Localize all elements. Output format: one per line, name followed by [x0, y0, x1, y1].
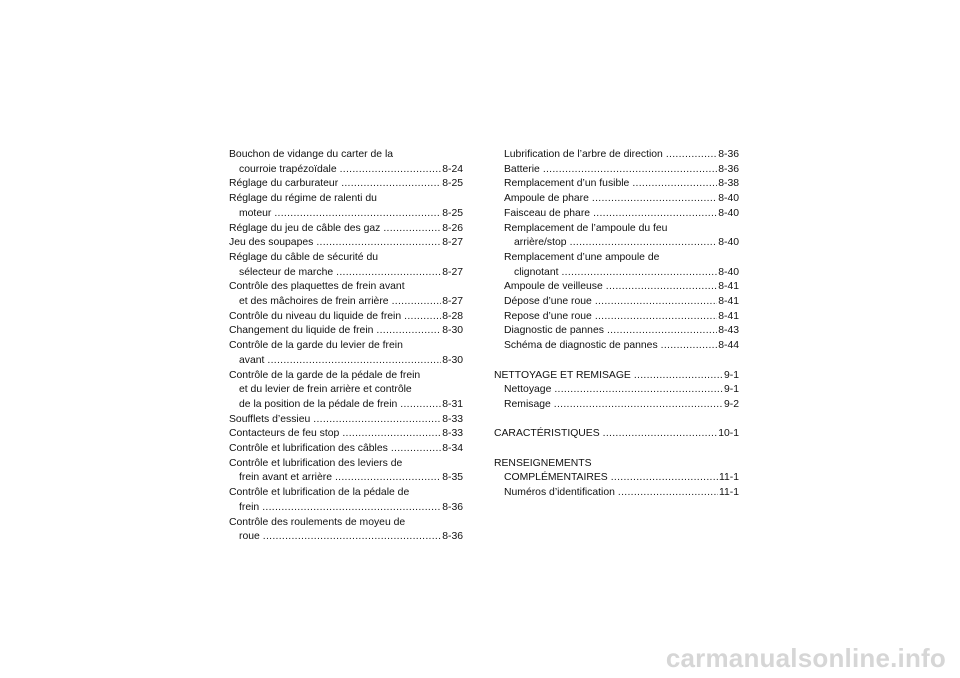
toc-entry-title: Contrôle de la garde de la pédale de frein: [229, 369, 421, 381]
toc-entry-title: Réglage du câble de sécurité du: [229, 251, 379, 263]
toc-page-number: 8-40: [718, 207, 739, 219]
toc-entry-title: Contrôle et lubrification des câbles: [229, 443, 388, 455]
toc-entry-title: Contrôle et lubrification des leviers de: [229, 457, 403, 469]
toc-entry-title: Numéros d’identification: [504, 487, 615, 499]
section-spacer: [494, 413, 739, 428]
toc-entry-title: Lubrification de l’arbre de direction: [504, 149, 663, 160]
dot-leader: [400, 398, 441, 413]
dot-leader: [316, 236, 441, 251]
toc-page-number: 8-33: [442, 413, 463, 425]
toc-entry-title: Remplacement de l’ampoule du feu: [504, 222, 668, 234]
toc-entry-title: Contrôle du niveau du liquide de frein: [229, 310, 402, 322]
dot-leader: [313, 413, 441, 428]
toc-entry[interactable]: [229, 192, 463, 221]
dot-leader: [267, 354, 441, 369]
toc-entry-title: Réglage du jeu de câble des gaz: [229, 222, 381, 234]
toc-entry[interactable]: [494, 177, 739, 192]
toc-page-number: 8-24: [442, 163, 463, 175]
toc-entry-title: Contrôle des plaquettes de frein avant: [229, 281, 405, 293]
section-spacer: [494, 354, 739, 369]
toc-entry[interactable]: [229, 369, 463, 413]
dot-leader: [593, 207, 717, 222]
toc-entry[interactable]: [494, 383, 739, 398]
toc-entry[interactable]: [494, 148, 739, 163]
dot-leader: [666, 148, 717, 163]
toc-entry[interactable]: [229, 251, 463, 280]
toc-page-number: 8-27: [442, 266, 463, 278]
toc-entry-title: de la position de la pédale de frein: [239, 398, 398, 410]
dot-leader: [603, 427, 718, 442]
toc-entry-title: Dépose d’une roue: [504, 296, 592, 308]
toc-page-number: 8-36: [442, 531, 463, 543]
dot-leader: [342, 427, 441, 442]
section-spacer: [494, 442, 739, 457]
toc-entry[interactable]: [229, 310, 463, 325]
toc-entry-title: courroie trapézoïdale: [239, 163, 337, 175]
toc-page-number: 9-1: [723, 384, 739, 396]
toc-entry[interactable]: [229, 427, 463, 442]
toc-page-number: 8-26: [442, 222, 463, 234]
toc-entry[interactable]: [494, 310, 739, 325]
dot-leader: [554, 383, 723, 398]
toc-page-number: 8-27: [442, 296, 463, 308]
toc-page-number: 8-30: [442, 325, 463, 337]
dot-leader: [391, 442, 441, 457]
dot-leader: [404, 310, 441, 325]
watermark-text: carmanualsonline.info: [665, 643, 946, 673]
toc-page-number: 8-40: [718, 193, 739, 205]
toc-entry-title: Faisceau de phare: [504, 207, 591, 219]
toc-page-number: 9-1: [723, 369, 739, 381]
toc-entry-title: et du levier de frein arrière et contrôle: [239, 384, 412, 396]
toc-entry-title: arrière/stop: [514, 237, 567, 249]
toc-entry-title: Contrôle des roulements de moyeu de: [229, 516, 406, 528]
toc-entry[interactable]: [494, 163, 739, 178]
dot-leader: [561, 266, 717, 281]
toc-entry-title: roue: [239, 531, 260, 543]
toc-page-number: 9-2: [723, 398, 739, 410]
toc-page-number: 8-36: [442, 501, 463, 513]
dot-leader: [592, 192, 717, 207]
toc-page-number: 8-41: [718, 281, 739, 293]
toc-entry-title: Batterie: [504, 163, 540, 175]
toc-page-number: 8-28: [442, 310, 463, 322]
toc-entry-title: Repose d’une roue: [504, 310, 592, 322]
toc-entry[interactable]: [229, 280, 463, 309]
toc-page-number: 8-38: [718, 178, 739, 190]
toc-entry-title: et des mâchoires de frein arrière: [239, 296, 389, 308]
toc-entry[interactable]: [229, 339, 463, 368]
toc-page-number: 11-1: [718, 472, 739, 484]
toc-entry-title: Jeu des soupapes: [229, 237, 314, 249]
toc-page-number: 8-33: [442, 428, 463, 440]
toc-entry-title: Remplacement d’un fusible: [504, 178, 630, 190]
dot-leader: [595, 295, 717, 310]
dot-leader: [611, 471, 718, 486]
toc-entry-title: CARACTÉRISTIQUES: [494, 428, 600, 440]
toc-page-number: 8-34: [442, 443, 463, 455]
toc-entry-title: Ampoule de veilleuse: [504, 281, 603, 293]
toc-entry-title: sélecteur de marche: [239, 266, 334, 278]
toc-entry-title: Remplacement d’une ampoule de: [504, 251, 660, 263]
dot-leader: [543, 163, 717, 178]
toc-entry-title: Ampoule de phare: [504, 193, 589, 205]
toc-entry-title: Soufflets d’essieu: [229, 413, 311, 425]
dot-leader: [340, 163, 442, 178]
dot-leader: [607, 324, 717, 339]
dot-leader: [263, 530, 441, 545]
toc-page-number: 8-40: [718, 266, 739, 278]
toc-entry-title: Changement du liquide de frein: [229, 325, 374, 337]
dot-leader: [383, 222, 441, 237]
toc-entry[interactable]: [229, 177, 463, 192]
toc-page-number: 8-30: [442, 354, 463, 366]
toc-entry[interactable]: [229, 442, 463, 457]
toc-entry[interactable]: [494, 339, 739, 354]
toc-entry-title: avant: [239, 354, 265, 366]
toc-entry[interactable]: [229, 236, 463, 251]
dot-leader: [341, 177, 441, 192]
toc-entry[interactable]: [494, 280, 739, 295]
toc-entry-title: Schéma de diagnostic de pannes: [504, 340, 658, 352]
toc-page-number: 8-44: [718, 340, 739, 352]
toc-entry-title: clignotant: [514, 266, 559, 278]
toc-entry-title: frein: [239, 501, 260, 513]
toc-entry-title: COMPLÉMENTAIRES: [504, 472, 608, 484]
toc-entry[interactable]: [229, 413, 463, 428]
toc-page-number: 8-41: [718, 310, 739, 322]
toc-entry-title: Contacteurs de feu stop: [229, 428, 340, 440]
toc-page-number: 8-36: [718, 149, 739, 160]
toc-entry[interactable]: [494, 398, 739, 413]
toc-entry[interactable]: [494, 295, 739, 310]
dot-leader: [634, 369, 723, 384]
dot-leader: [632, 177, 717, 192]
toc-entry[interactable]: [494, 457, 739, 486]
toc-entry[interactable]: [494, 251, 739, 280]
dot-leader: [335, 471, 441, 486]
toc-page-number: 8-31: [442, 398, 463, 410]
dot-leader: [376, 324, 441, 339]
toc-entry-title: NETTOYAGE ET REMISAGE: [494, 369, 631, 381]
toc-page-number: 8-40: [718, 237, 739, 249]
toc-page-number: 8-43: [718, 325, 739, 337]
toc-entry-title: Bouchon de vidange du carter de la: [229, 149, 394, 160]
toc-entry-title: Réglage du carburateur: [229, 178, 339, 190]
dot-leader: [336, 266, 441, 281]
toc-entry[interactable]: [494, 427, 739, 442]
toc-entry[interactable]: [494, 222, 739, 251]
toc-page-number: 8-27: [442, 237, 463, 249]
toc-page-number: 8-36: [718, 163, 739, 175]
toc-entry-title: Nettoyage: [504, 384, 552, 396]
dot-leader: [595, 310, 717, 325]
toc-entry[interactable]: [229, 324, 463, 339]
toc-page-number: 11-1: [718, 487, 739, 499]
toc-entry-title: Diagnostic de pannes: [504, 325, 604, 337]
toc-entry-title: RENSEIGNEMENTS: [494, 457, 592, 469]
toc-entry[interactable]: [494, 192, 739, 207]
toc-entry[interactable]: [229, 486, 463, 515]
dot-leader: [618, 486, 718, 501]
toc-right-column: [494, 148, 739, 501]
toc-page-number: 10-1: [718, 428, 739, 440]
toc-entry[interactable]: [494, 369, 739, 384]
toc-entry-title: Contrôle de la garde du levier de frein: [229, 340, 403, 352]
toc-entry[interactable]: [494, 324, 739, 339]
toc-page-number: 8-41: [718, 296, 739, 308]
dot-leader: [570, 236, 718, 251]
toc-entry-title: moteur: [239, 207, 272, 219]
dot-leader: [661, 339, 718, 354]
toc-page-number: 8-25: [442, 178, 463, 190]
toc-entry[interactable]: [494, 486, 739, 501]
toc-left-column: [229, 148, 463, 545]
dot-leader: [554, 398, 723, 413]
toc-page-number: 8-35: [442, 472, 463, 484]
toc-entry-title: Remisage: [504, 398, 551, 410]
toc-entry-title: Contrôle et lubrification de la pédale de: [229, 487, 410, 499]
toc-entry[interactable]: [229, 148, 463, 177]
dot-leader: [262, 501, 441, 516]
toc-entry-title: Réglage du régime de ralenti du: [229, 193, 377, 205]
toc-entry[interactable]: [494, 207, 739, 222]
toc-page-number: 8-25: [442, 207, 463, 219]
toc-entry[interactable]: [229, 222, 463, 237]
toc-entry[interactable]: [229, 516, 463, 545]
dot-leader: [392, 295, 442, 310]
dot-leader: [274, 207, 441, 222]
toc-entry-title: frein avant et arrière: [239, 472, 332, 484]
toc-entry[interactable]: [229, 457, 463, 486]
dot-leader: [606, 280, 717, 295]
